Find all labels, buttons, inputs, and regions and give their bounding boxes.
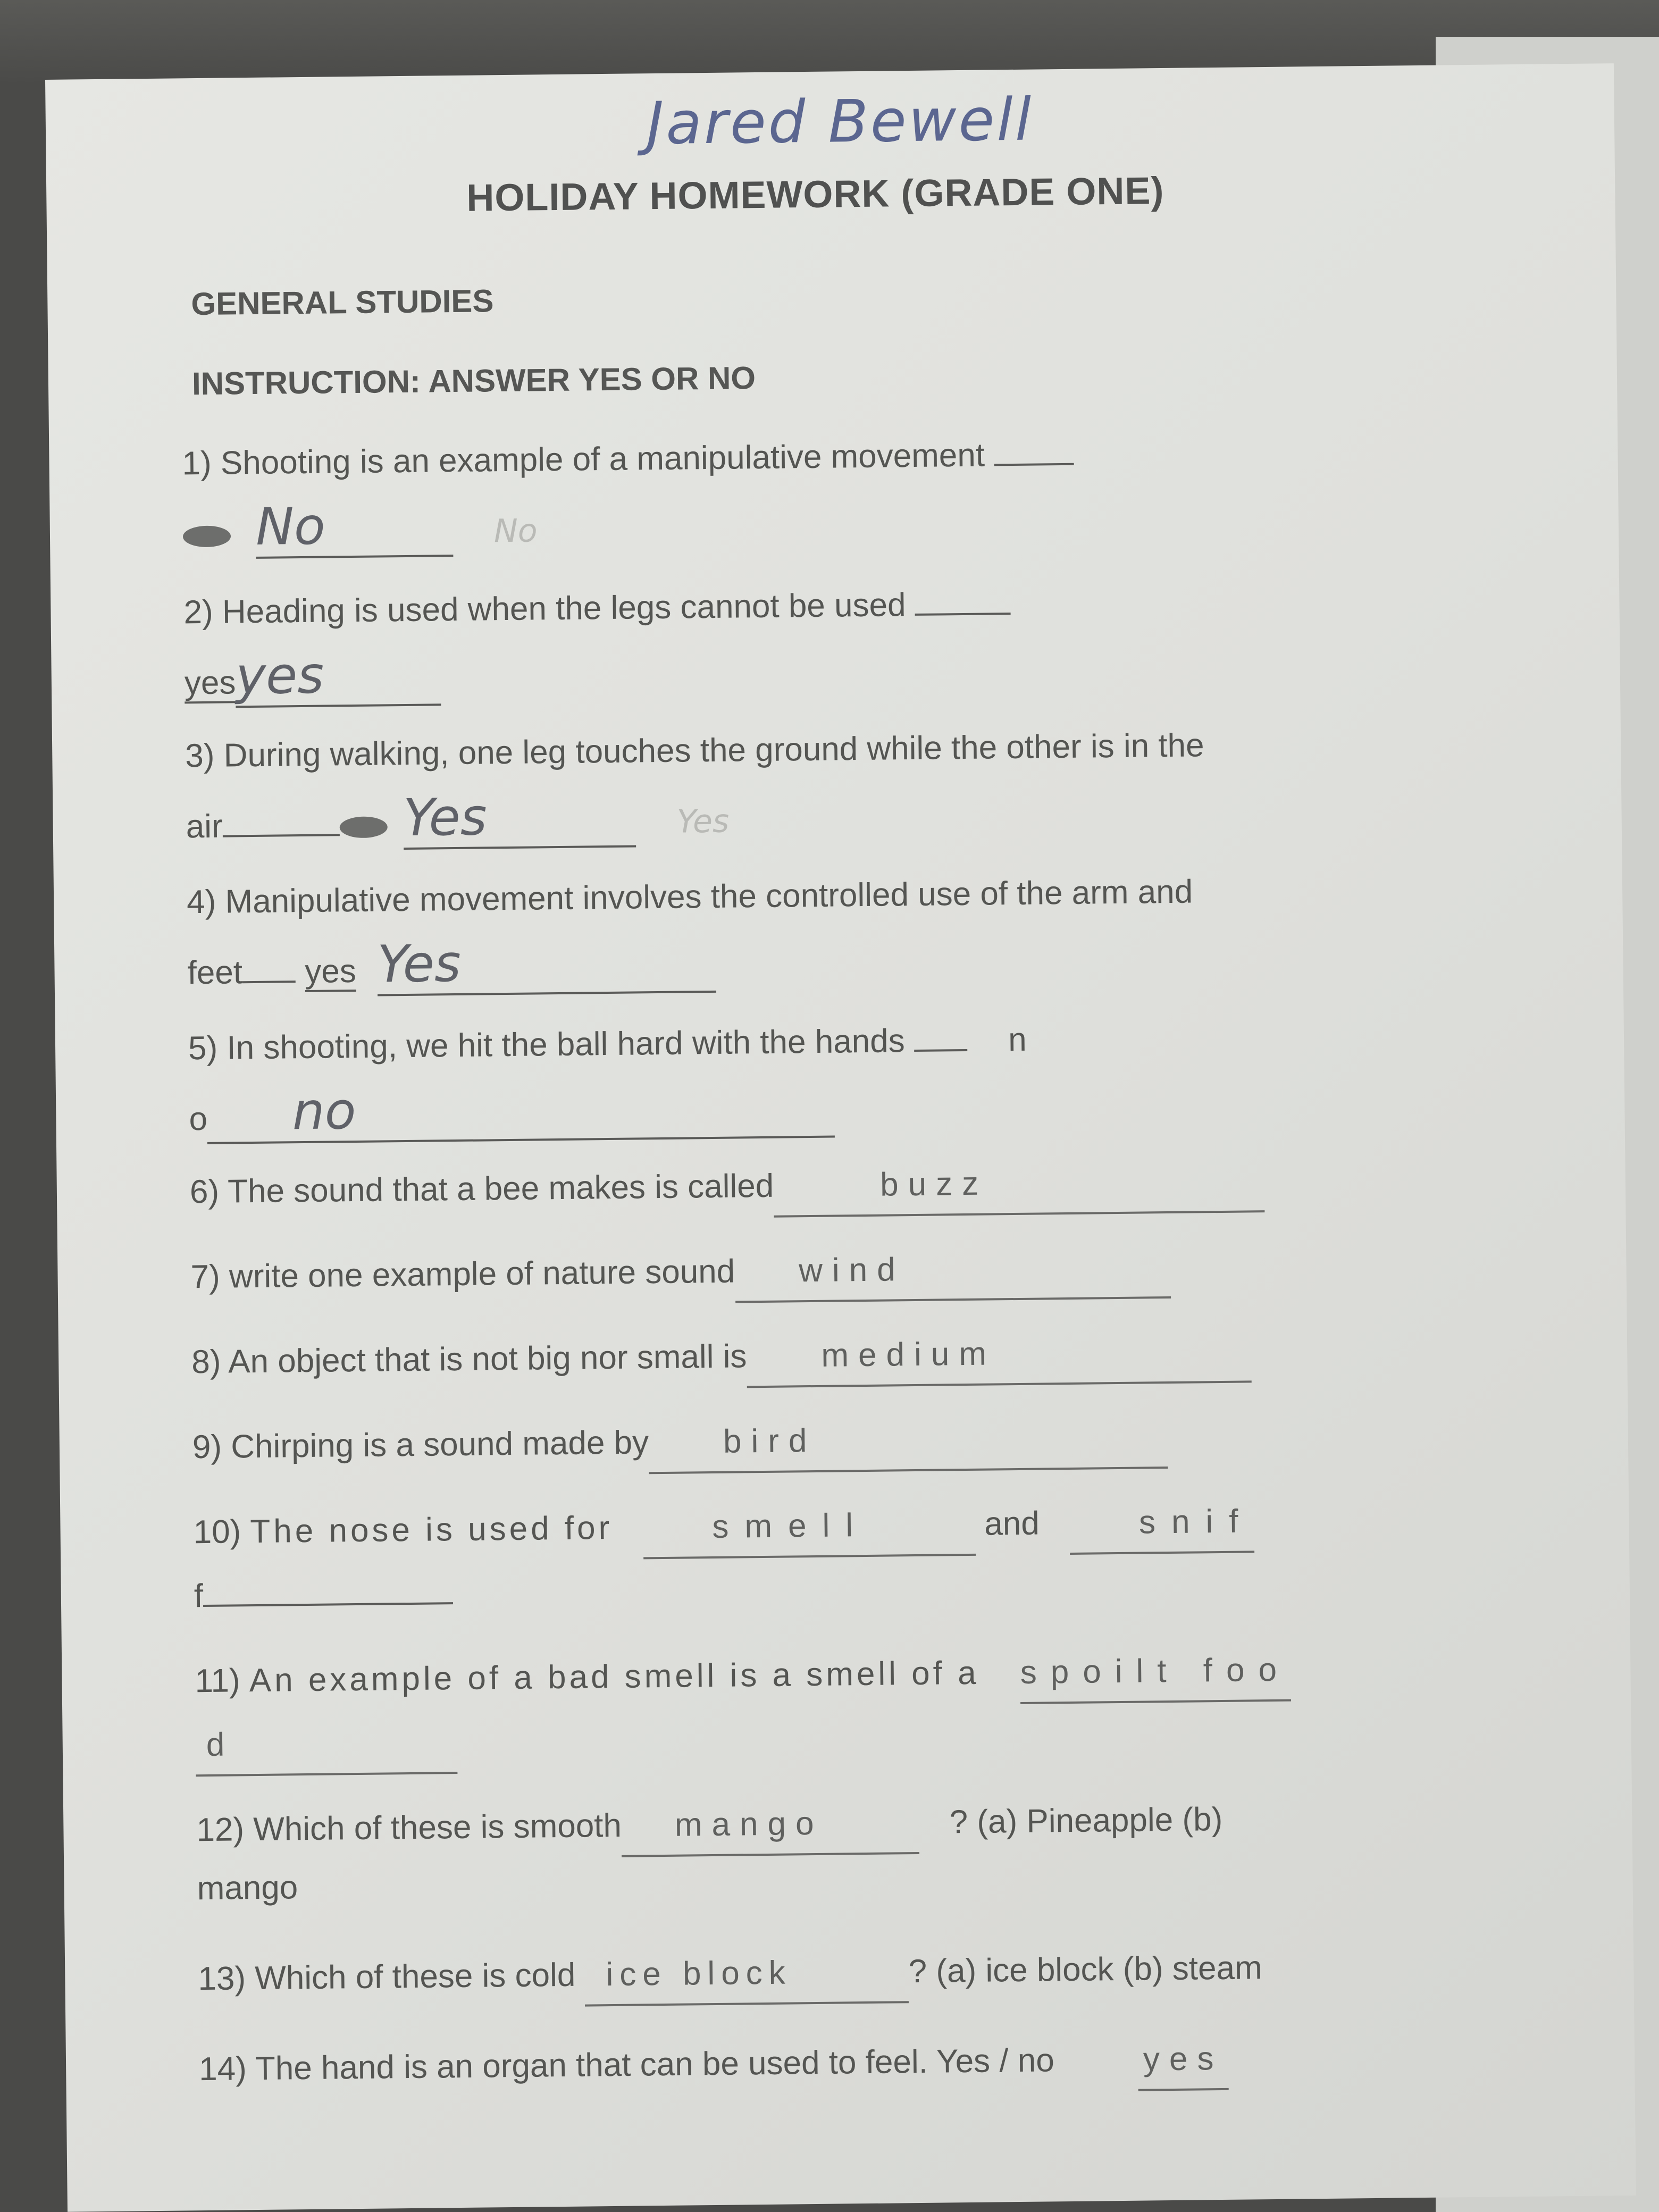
typed-answer: yes — [305, 953, 356, 992]
question-number: 7) — [190, 1258, 221, 1296]
faint-answer: Yes — [676, 802, 730, 841]
question-9 — [192, 1405, 1447, 1479]
question-number: 12) — [196, 1811, 245, 1849]
question-11 — [195, 1639, 1450, 1713]
question-options: ? (a) ice block (b) steam — [908, 1949, 1263, 1990]
question-text: The hand is an organ that can be used to feel. Yes / no — [255, 2042, 1055, 2088]
handwritten-answer: No — [255, 495, 453, 559]
question-text: Manipulative movement involves the controlled use of the arm and — [225, 873, 1193, 920]
question-6 — [189, 1150, 1445, 1224]
question-10 — [193, 1490, 1448, 1564]
question-12-continued — [197, 1846, 1452, 1918]
question-text: Heading is used when the legs cannot be used — [222, 586, 906, 631]
question-5-answer-line — [189, 1070, 1444, 1149]
typed-answer: bird — [648, 1408, 1168, 1474]
answer-blank — [203, 1570, 454, 1607]
answer-blank — [222, 802, 340, 837]
question-number: 13) — [198, 1960, 246, 1998]
question-10-answer-line — [194, 1554, 1449, 1626]
typed-answer: mango — [621, 1794, 919, 1857]
question-5 — [188, 1007, 1444, 1078]
typed-answer: wind — [735, 1238, 1171, 1303]
subject-heading: GENERAL STUDIES — [191, 283, 494, 322]
faint-answer: No — [493, 512, 538, 550]
handwritten-answer: Yes — [403, 785, 636, 850]
question-number: 8) — [191, 1343, 221, 1381]
question-number: 4) — [186, 883, 216, 921]
question-11-answer-line — [195, 1703, 1451, 1777]
question-text-continued: feet — [187, 954, 243, 992]
typed-answer-2: snif — [1069, 1492, 1254, 1555]
question-options: ? (a) Pineapple (b) — [949, 1800, 1223, 1841]
question-text: Shooting is an example of a manipulative movement — [220, 437, 985, 482]
question-number: 5) — [188, 1029, 218, 1067]
typed-answer: buzz — [774, 1152, 1265, 1218]
question-text: In shooting, we hit the ball hard with the hands — [227, 1023, 906, 1067]
typed-answer: spoilt foo — [1020, 1641, 1291, 1704]
question-text: An object that is not big nor small is — [228, 1338, 747, 1380]
question-text: The sound that a bee makes is called — [227, 1167, 774, 1210]
question-number: 9) — [192, 1428, 222, 1466]
question-text-tail: n — [1008, 1021, 1027, 1059]
document-body — [178, 80, 1507, 2088]
question-text-continued: d — [195, 1713, 458, 1777]
page-title: HOLIDAY HOMEWORK (GRADE ONE) — [466, 169, 1164, 220]
answer-blank — [994, 431, 1074, 466]
answer-blank — [242, 949, 296, 983]
handwritten-answer: Yes — [377, 931, 716, 996]
instruction-heading: INSTRUCTION: ANSWER YES OR NO — [191, 360, 756, 402]
question-14 — [199, 2027, 1454, 2101]
handwritten-student-name: Jared Bewell — [646, 85, 1034, 158]
question-text-continued: mango — [197, 1869, 298, 1907]
homework-sheet — [45, 63, 1636, 2212]
question-1-answer-line — [182, 485, 1438, 564]
scribble-mark — [339, 816, 387, 838]
question-7 — [190, 1235, 1446, 1309]
question-8 — [191, 1320, 1447, 1394]
question-text: Chirping is a sound made by — [230, 1424, 649, 1465]
question-2 — [183, 571, 1439, 642]
typed-answer: ice block — [584, 1942, 909, 2006]
question-text: Which of these is cold — [254, 1956, 576, 1997]
question-text-continued: f — [194, 1578, 204, 1615]
question-4-answer-line — [187, 924, 1443, 1003]
question-3-answer-line — [186, 778, 1441, 857]
question-1 — [182, 422, 1437, 493]
question-text-continued: air — [186, 808, 223, 845]
question-text: During walking, one leg touches the ground while the other is in the — [223, 727, 1204, 774]
typed-answer: yes — [185, 664, 236, 703]
question-text: An example of a bad smell is a smell of a — [249, 1654, 979, 1699]
handwritten-answer: yes — [236, 644, 441, 708]
question-text-continued: o — [189, 1100, 208, 1138]
question-2-answer-line — [184, 634, 1439, 713]
answer-blank — [914, 1017, 967, 1052]
question-number: 1) — [182, 445, 212, 482]
handwritten-answer: no — [207, 1076, 835, 1144]
question-text: The nose is used for — [250, 1509, 613, 1551]
question-number: 11) — [195, 1662, 240, 1700]
scribble-mark — [183, 525, 231, 547]
question-number: 3) — [185, 737, 215, 775]
typed-answer: medium — [747, 1322, 1252, 1388]
typed-answer: smell — [643, 1495, 976, 1560]
question-13 — [198, 1937, 1453, 2010]
question-number: 10) — [193, 1513, 241, 1551]
typed-answer: yes — [1137, 2030, 1229, 2091]
question-text: Which of these is smooth — [253, 1807, 622, 1848]
question-number: 14) — [198, 2050, 247, 2088]
question-text: write one example of nature sound — [229, 1253, 735, 1295]
question-number: 2) — [183, 593, 214, 631]
answer-blank — [915, 581, 1011, 616]
question-3 — [185, 714, 1440, 786]
question-number: 6) — [189, 1173, 220, 1211]
question-4 — [187, 860, 1442, 932]
question-text-mid: and — [984, 1505, 1040, 1543]
